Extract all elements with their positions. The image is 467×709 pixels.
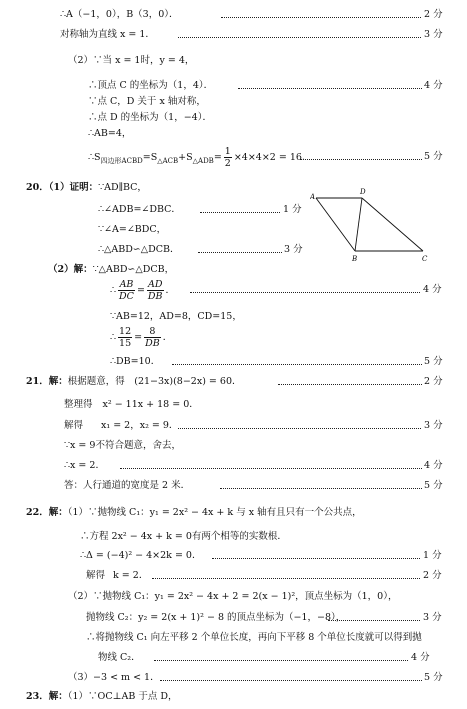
score: 4 分	[424, 460, 443, 471]
q20-2-given: ∵△ABD∽△DCB，	[92, 264, 175, 275]
leader-dots	[152, 578, 420, 579]
q23-given: （1）∵OC⊥AB 于点 D，	[67, 691, 178, 702]
q21-label: 21．解：	[26, 376, 68, 387]
line-similar: ∴△ABD∽△DCB．	[98, 244, 180, 255]
score: 1 分	[423, 550, 442, 561]
line-q23	[26, 691, 178, 703]
line-answer: 答：人行通道的宽度是 2 米．	[64, 480, 191, 491]
q20-2-label: （2）解：	[48, 264, 93, 275]
score: 2 分	[424, 9, 443, 20]
score: 4 分	[424, 80, 443, 91]
score: 2 分	[423, 570, 442, 581]
leader-dots	[178, 37, 421, 38]
score: 3 分	[424, 29, 443, 40]
q23-label: 23．解：	[26, 691, 68, 702]
leader-dots	[120, 468, 422, 469]
area-sub3: △ADB	[192, 156, 214, 165]
line-translate: ∴将抛物线 C₁ 向左平移 2 个单位长度，再向下平移 8 个单位长度就可以得到抛	[86, 632, 422, 643]
q22-label: 22．解：	[26, 507, 68, 518]
line-simplify: 整理得 x² − 11x + 18 = 0．	[64, 399, 199, 410]
line-x1: （2）∵当 x = 1时，y = 4，	[68, 55, 195, 66]
line-d-coords: ∴点 D 的坐标为（1，−4）．	[88, 112, 212, 123]
area-sub: 四边形ACBD	[100, 156, 143, 165]
line-ratio: ∴ $\frac{AB}{DC}$ = $\frac{AD}{DB}$ ．	[110, 279, 176, 302]
line-lengths: ∵AB=12，AD=8，CD=15，	[110, 311, 242, 322]
segment-dc	[362, 198, 423, 251]
leader-dots	[160, 680, 422, 681]
line-discriminant: ∴Δ = (−4)² − 4×2k = 0．	[80, 550, 202, 561]
line-ab-coords: ∴A（−1，0），B（3，0）．	[60, 9, 179, 20]
label-b: B	[352, 255, 358, 263]
line-ab4: ∴AB=4，	[88, 128, 132, 139]
area-plus: +S	[178, 152, 193, 163]
area-eq: =S	[142, 152, 158, 163]
line-angle-a: ∵∠A=∠BDC，	[98, 224, 167, 235]
line-q22	[26, 507, 362, 519]
line-q20-2	[48, 264, 174, 276]
score: 4 分	[423, 284, 442, 295]
leader-dots	[328, 620, 420, 621]
score: 4 分	[411, 652, 430, 663]
leader-dots	[200, 212, 280, 213]
leader-dots	[278, 384, 422, 385]
line-reject: ∵x = 9不符合题意，舍去，	[64, 440, 181, 451]
fraction-half: $\frac{1}{2}$	[224, 146, 231, 169]
leader-dots	[178, 428, 421, 429]
fraction-ad-db: $\frac{AD}{DB}$	[147, 279, 163, 302]
label-a: A	[310, 193, 316, 201]
q20-given: ∵AD∥BC，	[98, 182, 147, 193]
line-db10: ∴DB=10．	[110, 356, 161, 367]
score: 3 分	[423, 612, 442, 623]
leader-dots	[154, 660, 408, 661]
fraction-ab-dc: $\frac{AB}{DC}$	[119, 279, 134, 302]
trapezoid-figure	[310, 186, 450, 266]
line-angle-adb: ∴∠ADB=∠DBC．	[98, 204, 181, 215]
line-c1-vertex: （2）∵抛物线 C₁：y₁ = 2x² − 4x + 2 = 2(x − 1)²，顶点坐标为（1，0），	[68, 591, 398, 602]
label-c: C	[422, 255, 428, 263]
score: 5 分	[424, 480, 443, 491]
line-c2: 物线 C₂．	[98, 652, 141, 663]
score: 5 分	[424, 151, 443, 162]
leader-dots	[172, 364, 422, 365]
line-solve: 解得 x₁ = 2，x₂ = 9．	[64, 420, 179, 431]
area-s: ∴S	[88, 152, 101, 163]
score: 1 分	[283, 204, 302, 215]
score: 5 分	[424, 672, 443, 683]
score: 3 分	[424, 420, 443, 431]
line-equation-roots: ∴方程 2x² − 4x + k = 0有两个相等的实数根．	[80, 531, 287, 542]
area-sub2: △ACB	[157, 156, 179, 165]
line-symmetry: ∵点 C，D 关于 x 轴对称，	[88, 96, 206, 107]
score: 3 分	[284, 244, 303, 255]
score: 2 分	[424, 376, 443, 387]
leader-dots	[300, 159, 422, 160]
line-c2-vertex: 抛物线 C₂：y₂ = 2(x + 1)² − 8 的顶点坐标为（−1，−8），	[86, 612, 346, 623]
line-x2: ∴x = 2．	[64, 460, 105, 471]
area-eq2: =	[213, 152, 222, 163]
label-d: D	[360, 188, 366, 196]
leader-dots	[220, 488, 422, 489]
fraction-8-db: $\frac{8}{DB}$	[145, 326, 160, 349]
area-rest: ×4×4×2 = 16．	[233, 152, 312, 163]
q22-given: （1）∵抛物线 C₁：y₁ = 2x² − 4x + k 与 x 轴有且只有一个公共点，	[67, 507, 362, 518]
line-q20	[26, 182, 147, 194]
q20-label: 20．（1）证明：	[26, 182, 99, 193]
q21-equation: 根据题意，得 (21−3x)(8−2x) = 60．	[67, 376, 242, 387]
segment-ab	[316, 198, 355, 251]
line-area	[88, 146, 311, 172]
line-axis: 对称轴为直线 x = 1．	[60, 29, 155, 40]
line-vertex-c: ∴顶点 C 的坐标为（1，4）．	[88, 80, 214, 91]
segment-bd	[355, 198, 362, 251]
leader-dots	[198, 252, 282, 253]
line-q21	[26, 376, 242, 388]
line-m-range: （3）−3 < m < 1．	[68, 672, 160, 683]
line-ratio-num: ∴ $\frac{12}{15}$ = $\frac{8}{DB}$ ．	[110, 326, 173, 349]
score: 5 分	[424, 356, 443, 367]
leader-dots	[238, 88, 422, 89]
leader-dots	[190, 292, 420, 293]
leader-dots	[212, 558, 420, 559]
leader-dots	[221, 17, 421, 18]
line-k: 解得 k = 2．	[86, 570, 149, 581]
fraction-12-15: $\frac{12}{15}$	[119, 326, 132, 349]
